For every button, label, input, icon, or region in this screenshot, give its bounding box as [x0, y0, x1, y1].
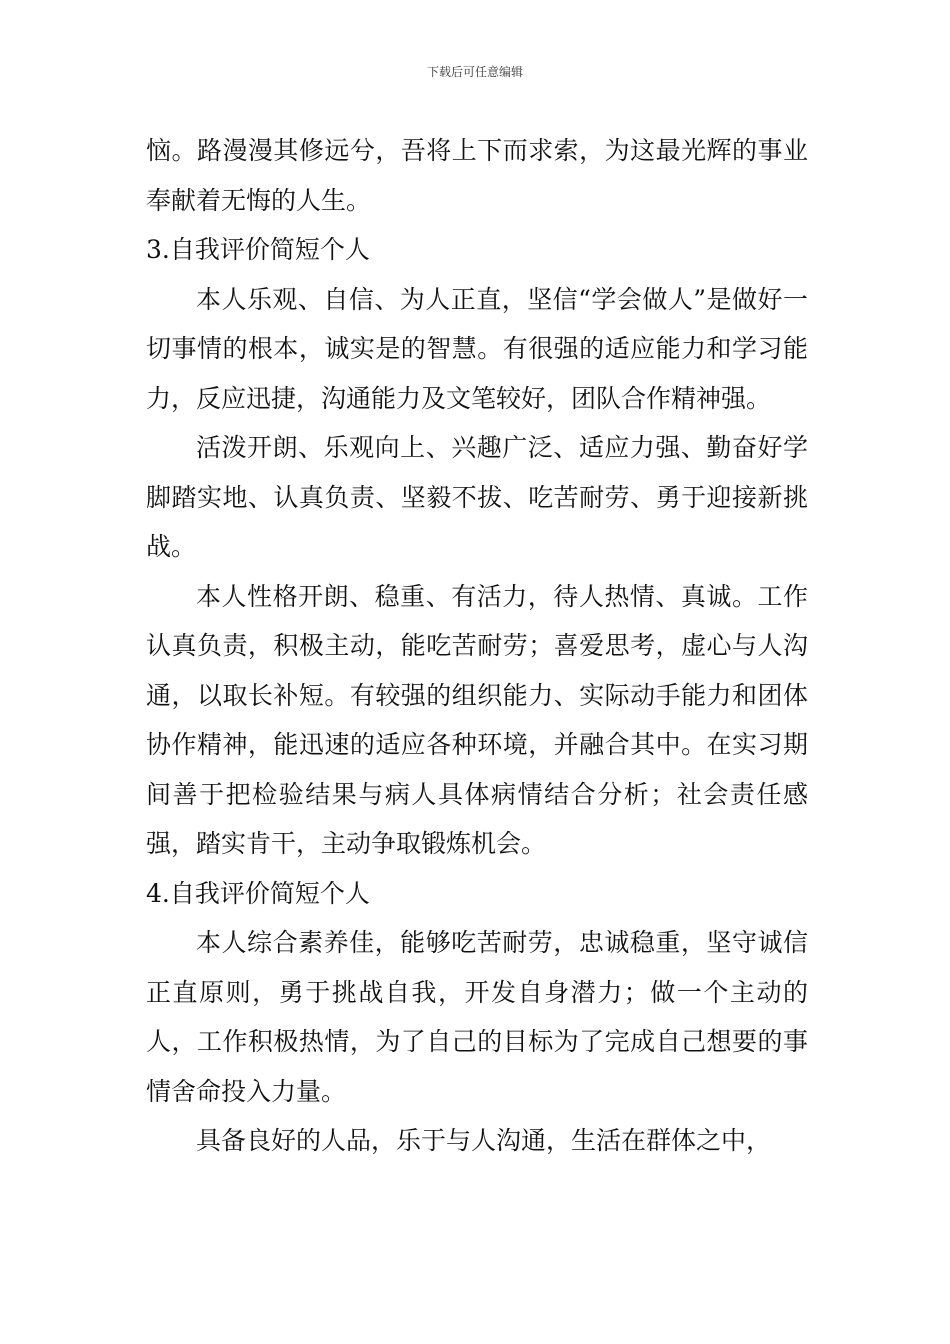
paragraph: 活泼开朗、乐观向上、兴趣广泛、适应力强、勤奋好学脚踏实地、认真负责、坚毅不拔、吃苦耐劳、勇于迎接新挑战。 — [146, 433, 808, 561]
paragraph: 本人性格开朗、稳重、有活力，待人热情、真诚。工作认真负责，积极主动，能吃苦耐劳；喜爱思考，虚心与人沟通，以取长补短。有较强的组织能力、实际动手能力和团体协作精神，能迅速的适应各种环境，并融合其中。在实习期间善于把检验结果与病人具体病情结合分析；社会责任感强，踏实肯干，主动争取锻炼机会。 — [146, 581, 808, 858]
paragraph: 具备良好的人品，乐于与人沟通，生活在群体之中， — [196, 1126, 772, 1155]
paragraph: 本人综合素养佳，能够吃苦耐劳，忠诚稳重，坚守诚信正直原则，勇于挑战自我，开发自身潜力；做一个主动的人，工作积极热情，为了自己的目标为了完成自己想要的事情舍命投入力量。 — [146, 928, 808, 1106]
page-header-note: 下载后可任意编辑 — [426, 65, 523, 79]
document-body — [146, 126, 808, 1166]
paragraph: 本人乐观、自信、为人正直，坚信“学会做人”是做好一切事情的根本，诚实是的智慧。有很强的适应能力和学习能力，反应迅捷，沟通能力及文笔较好，团队合作精神强。 — [146, 284, 808, 413]
paragraph: 恼。路漫漫其修远兮，吾将上下而求索，为这最光辉的事业奉献着无悔的人生。 — [146, 136, 808, 215]
section-heading: 4.自我评价简短个人 — [146, 878, 370, 908]
section-heading: 3.自我评价简短个人 — [146, 235, 370, 264]
